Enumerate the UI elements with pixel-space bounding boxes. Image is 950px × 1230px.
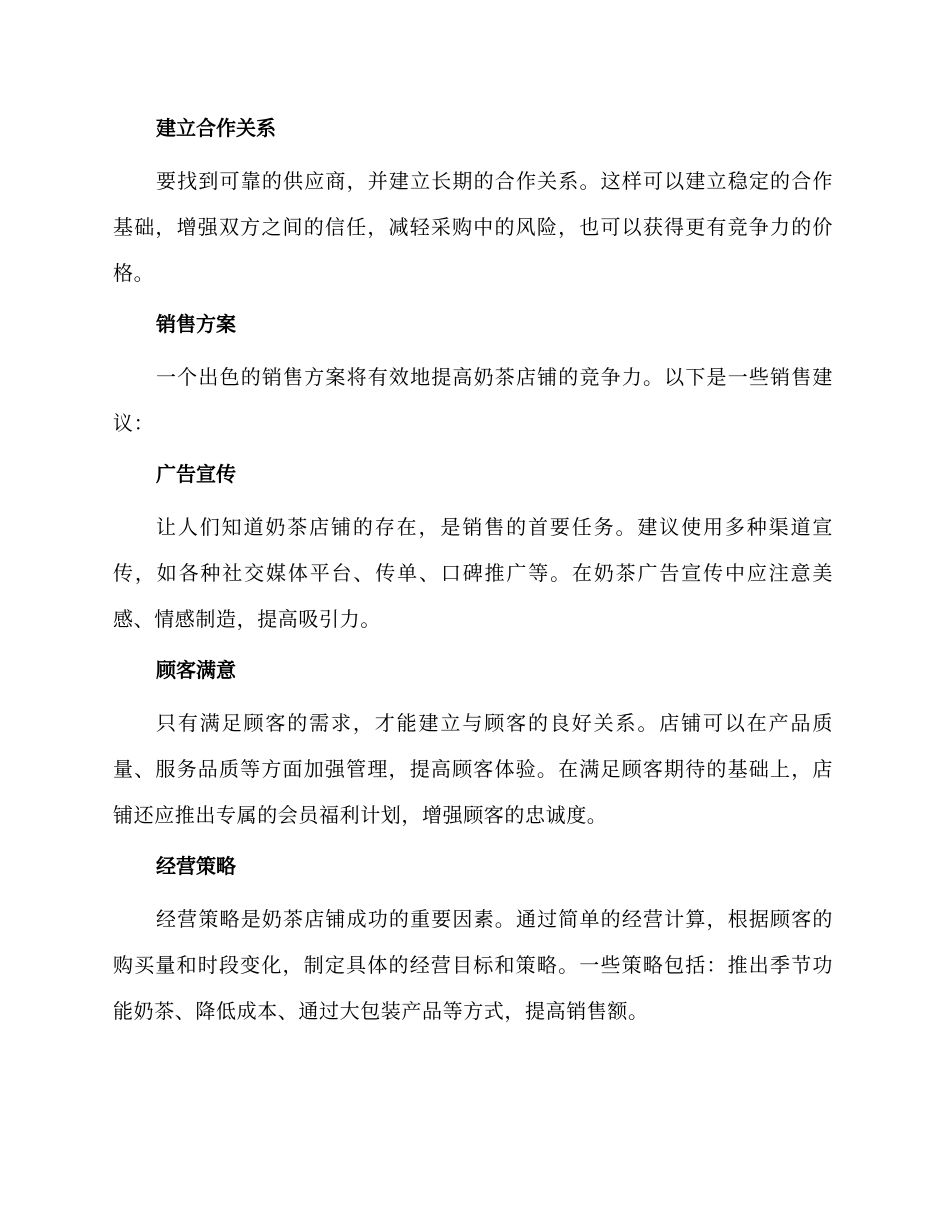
section-heading: 顾客满意 <box>156 658 236 682</box>
section-heading: 广告宣传 <box>156 462 236 486</box>
section-paragraph: 只有满足顾客的需求，才能建立与顾客的良好关系。店铺可以在产品质量、服务品质等方面加强管理，提高顾客体验。在满足顾客期待的基础上，店铺还应推出专属的会员福利计划，增强顾客的忠诚度。 <box>113 711 833 827</box>
section-heading: 建立合作关系 <box>156 116 276 140</box>
section-advertising <box>113 456 833 642</box>
section-customer-satisfaction <box>113 652 833 838</box>
section-paragraph: 经营策略是奶茶店铺成功的重要因素。通过简单的经营计算，根据顾客的购买量和时段变化，制定具体的经营目标和策略。一些策略包括：推出季节功能奶茶、降低成本、通过大包装产品等方式，提高销售额。 <box>113 907 833 1023</box>
section-sales-plan <box>113 306 833 446</box>
section-paragraph: 要找到可靠的供应商，并建立长期的合作关系。这样可以建立稳定的合作基础，增强双方之间的信任，减轻采购中的风险，也可以获得更有竞争力的价格。 <box>113 169 833 285</box>
document-body <box>113 110 833 1044</box>
section-heading: 经营策略 <box>156 854 236 878</box>
section-cooperation <box>113 110 833 296</box>
section-heading: 销售方案 <box>156 312 236 336</box>
section-business-strategy <box>113 848 833 1034</box>
section-paragraph: 一个出色的销售方案将有效地提高奶茶店铺的竞争力。以下是一些销售建议： <box>113 365 833 435</box>
section-paragraph: 让人们知道奶茶店铺的存在，是销售的首要任务。建议使用多种渠道宣传，如各种社交媒体平台、传单、口碑推广等。在奶茶广告宣传中应注意美感、情感制造，提高吸引力。 <box>113 515 833 631</box>
